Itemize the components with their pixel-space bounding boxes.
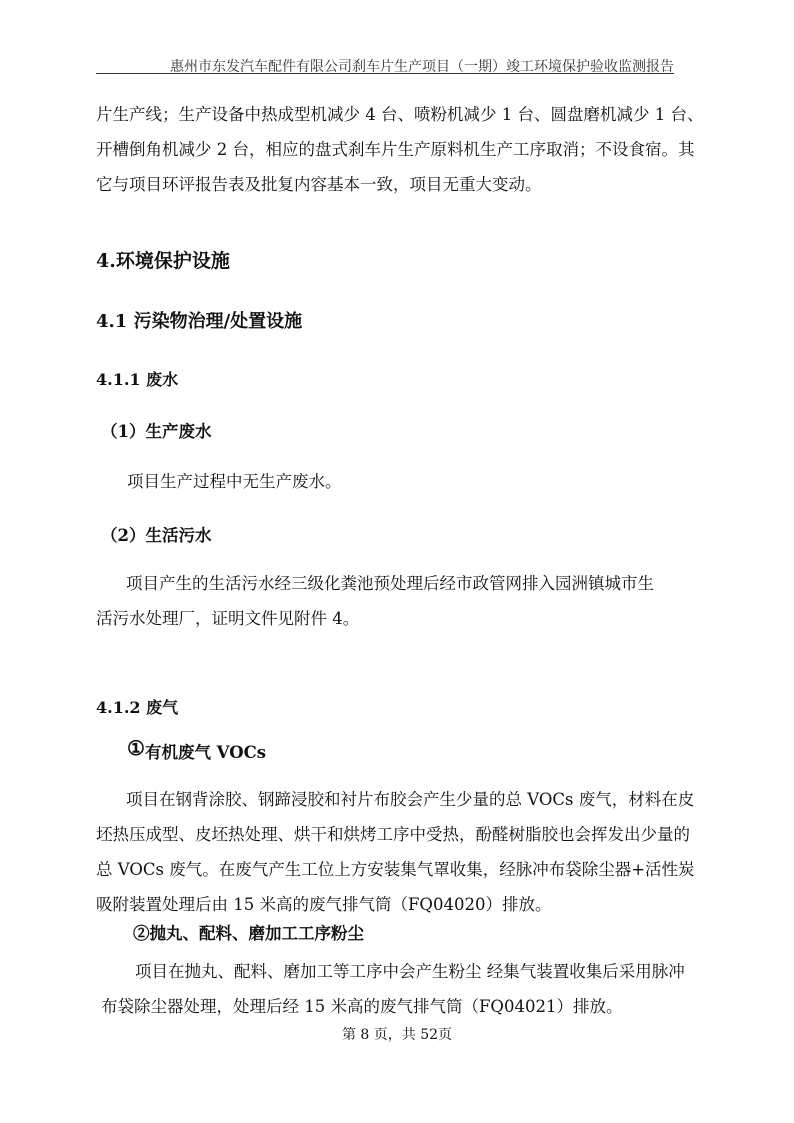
production-wastewater-text [127, 464, 712, 499]
text-line: 它与项目环评报告表及批复内容基本一致，项目无重大变动。 [96, 175, 542, 194]
text-line: 坯热压成型、皮坯热处理、烘干和烘烤工序中受热，酚醛树脂胶也会挥发出少量的 [96, 825, 690, 844]
vocs-title: 有机废气 VOCs [144, 743, 266, 762]
text-line: 项目在钢背涂胶、钢蹄浸胶和衬片布胶会产生少量的总 VOCs 废气，材料在皮 [126, 790, 695, 809]
page-number: 第 8 页，共 52页 [341, 1027, 453, 1043]
header-divider [96, 73, 674, 74]
text-line: 项目在抛丸、配料、磨加工等工序中会产生粉尘 经集气装置收集后采用脉冲 [135, 962, 685, 981]
text-line: 活污水处理厂，证明文件见附件 4。 [96, 609, 360, 628]
text-line: 总 VOCs 废气。在废气产生工位上方安装集气罩收集，经脉冲布袋除尘器+活性炭 [96, 860, 695, 879]
text-line: 片生产线；生产设备中热成型机减少 4 台、喷粉机减少 1 台、圆盘磨机减少 1 台、 [96, 105, 704, 124]
text-line: 项目产生的生活污水经三级化粪池预处理后经市政管网排入园洲镇城市生 [126, 574, 654, 593]
domestic-sewage-text [96, 566, 681, 636]
domestic-sewage-heading: （2）生活污水 [101, 526, 212, 545]
text-line: 开槽倒角机减少 2 台，相应的盘式刹车片生产原料机生产工序取消；不设食宿。其 [96, 140, 695, 159]
vocs-heading [127, 736, 266, 763]
dust-paragraph [101, 954, 686, 1024]
section-4-1-2-heading: 4.1.2 废气 [96, 698, 179, 717]
text-line: 项目生产过程中无生产废水。 [127, 472, 342, 491]
section-4-1-heading: 4.1 污染物治理/处置设施 [96, 311, 303, 332]
section-4-heading: 4.环境保护设施 [96, 250, 230, 272]
production-wastewater-heading: （1）生产废水 [101, 422, 212, 441]
dust-heading: ②抛丸、配料、磨加工工序粉尘 [133, 924, 364, 943]
text-line: 吸附装置处理后由 15 米高的废气排气筒（FQ04020）排放。 [96, 895, 552, 914]
page-header: 惠州市东发汽车配件有限公司刹车片生产项目（一期）竣工环境保护验收监测报告 [170, 59, 674, 75]
vocs-paragraph [96, 782, 695, 922]
section-4-1-1-heading: 4.1.1 废水 [96, 370, 179, 389]
intro-paragraph [96, 97, 704, 202]
circled-number: ① [127, 736, 145, 760]
text-line: 布袋除尘器处理，处理后经 15 米高的废气排气筒（FQ04021）排放。 [101, 997, 623, 1016]
